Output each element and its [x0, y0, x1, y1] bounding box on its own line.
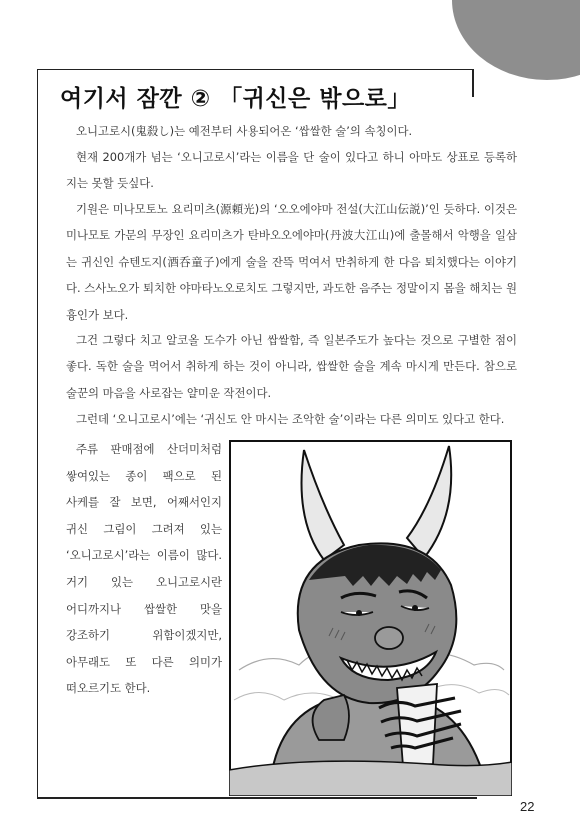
paragraph-2: 현재 200개가 넘는 ‘오니고로시’라는 이름을 단 술이 있다고 하니 아마도 상표로 등록하지는 못할 듯싶다. [66, 150, 517, 191]
paragraph-4: 그건 그렇다 치고 알코올 도수가 아닌 쌉쌀함, 즉 일본주도가 높다는 것으로 구별한 점이 좋다. 독한 술을 먹어서 취하게 하는 것이 아니라, 쌉쌀한 술을 계속 마시게 만든다. 참으로 술꾼의 마음을 사로잡는 얄미운 작전이다. [66, 333, 517, 400]
box-bottom-rule [37, 797, 477, 799]
page-corner-tab [452, 0, 580, 80]
box-right-rule [472, 69, 474, 97]
paragraph-1: 오니고로시(鬼殺し)는 예전부터 사용되어온 ‘쌉쌀한 술’의 속칭이다. [76, 124, 413, 138]
section-title: 여기서 잠깐 ② 「귀신은 밖으로」 [60, 86, 411, 112]
oni-illustration [229, 440, 512, 796]
paragraph-3: 기원은 미나모토노 요리미츠(源頼光)의 ‘오오에야마 전설(大江山伝説)’인 듯하다. 이것은 미나모토 가문의 무장인 요리미츠가 탄바오오에야마(丹波大江山)에 출몰해서 악행을 일삼는 귀신인 슈텐도지(酒呑童子)에게 술을 잔뜩 먹여서 만취하게 한 다음 퇴치했다는 이야기다. 스사노오가 퇴치한 야마타노오로치도 그렇지만, 과도한 음주는 정말이지 몸을 해치는 원흉인가 보다. [66, 202, 517, 322]
paragraph-5: 그런데 ‘오니고로시’에는 ‘귀신도 안 마시는 조악한 술’이라는 다른 의미도 있다고 한다. [76, 412, 505, 426]
page-number: 22 [520, 799, 535, 814]
side-paragraph: 주류 판매점에 산더미처럼 쌓여있는 종이 팩으로 된 사케를 잘 보면, 어째서인지 귀신 그림이 그려져 있는 ‘오니고로시’라는 이름이 많다. 거기 있는 오니고로시란 어디까지나 쌉쌀한 맛을 강조하기 위함이겠지만, 아무래도 또 다른 의미가 떠오르기도 한다. [66, 442, 222, 696]
